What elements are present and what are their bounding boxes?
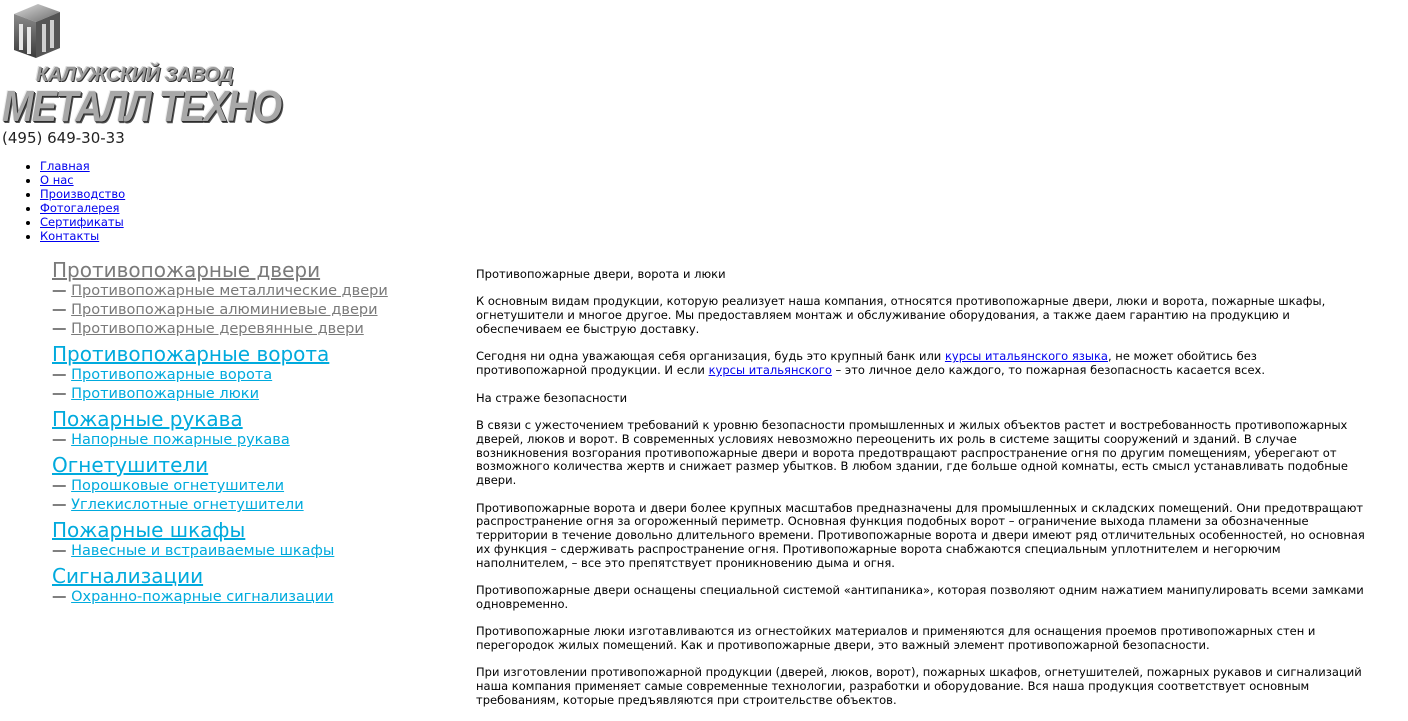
nav-item-gallery (40, 201, 125, 215)
logo-text-line2: МЕТАЛЛ ТЕХНО (2, 82, 281, 131)
subcategory-item: — Противопожарные деревянные двери (52, 321, 364, 337)
nav-item-about (40, 173, 125, 187)
nav-link-home[interactable]: Главная (40, 159, 90, 173)
article-paragraph: Противопожарные двери оснащены специальной системой «антипаника», которая позволяют одним нажатием манипулировать всеми замками одновременно. (476, 583, 1364, 611)
subcategory-hatches-link[interactable]: Противопожарные люки (71, 386, 259, 402)
subcategory-item: — Углекислотные огнетушители (52, 497, 304, 513)
nav-link-certificates[interactable]: Сертификаты (40, 215, 124, 229)
nav-item-certificates (40, 215, 125, 229)
category-alarms[interactable]: Сигнализации (52, 564, 204, 588)
subcategory-item: — Противопожарные ворота (52, 367, 273, 383)
logo-emblem-icon (8, 2, 68, 62)
article-content (476, 268, 1366, 721)
subcategory-item: — Противопожарные металлические двери (52, 283, 388, 299)
subcategory-gates-link[interactable]: Противопожарные ворота (71, 367, 273, 383)
subcategory-powder-extinguishers-link[interactable]: Порошковые огнетушители (71, 478, 285, 494)
subcategory-item: — Навесные и встраиваемые шкафы (52, 543, 335, 559)
nav-link-about[interactable]: О нас (40, 173, 74, 187)
category-fire-doors[interactable]: Противопожарные двери (52, 258, 321, 282)
italian-courses-link[interactable]: курсы итальянского (708, 363, 832, 378)
company-logo[interactable] (2, 2, 281, 132)
subcategory-item: — Порошковые огнетушители (52, 478, 285, 494)
article-subheading: На страже безопасности (476, 390, 628, 405)
main-nav (0, 159, 125, 243)
subcategory-item: — Охранно-пожарные сигнализации (52, 589, 334, 605)
nav-link-production[interactable]: Производство (40, 187, 126, 201)
italian-language-courses-link[interactable]: курсы итальянского языка (944, 349, 1108, 364)
subcategory-item: — Напорные пожарные рукава (52, 432, 290, 448)
subcategory-item: — Противопожарные алюминиевые двери (52, 302, 378, 318)
article-paragraph: В связи с ужесточением требований к уровню безопасности промышленных и жилых объектов растет и востребованность противопожарных дверей, люков и ворот. В современных условиях невозможно переоценить их роль в системе защиты сооружений и зданий. В случае возникновения возгорания противопожарные двери и ворота предотвращают распространение огня по другим помещениям, уберегают от возможного количества жертв и снижает размер убытков. В любом здании, где больше одной комнаты, есть смысл устанавливать подобные двери. (476, 417, 1348, 488)
nav-item-contacts (40, 229, 125, 243)
phone-number: (495) 649-30-33 (2, 129, 125, 147)
article-paragraph: Противопожарные ворота и двери более крупных масштабов предназначены для промышленных и складских помещений. Они предотвращают распространение огня за огороженный периметр. Основная функция подобных ворот – ограничение выхода пламени за обозначенные территории в течение довольно длительного времени. Противопожарные ворота и двери имеют ряд отличительных особенностей, но основная их функция – сдерживать распространение огня. Противопожарные ворота снабжаются специальным уплотнителем и негорючим наполнителем, – все это препятствует проникновению дыма и огня. (476, 500, 1365, 570)
subcategory-metal-doors-link[interactable]: Противопожарные металлические двери (71, 283, 388, 299)
article-paragraph: К основным видам продукции, которую реализует наша компания, относятся противопожарные двери, люки и ворота, пожарные шкафы, огнетушители и многое другое. Мы предоставляем монтаж и обслуживание оборудования, а также даем гарантию на продукцию и обеспечиваем ее быструю доставку. (476, 294, 1326, 336)
category-fire-gates[interactable]: Противопожарные ворота (52, 342, 330, 366)
subcategory-aluminum-doors-link[interactable]: Противопожарные алюминиевые двери (71, 302, 378, 318)
nav-link-gallery[interactable]: Фотогалерея (40, 201, 120, 215)
nav-item-home (40, 159, 125, 173)
nav-link-contacts[interactable]: Контакты (40, 229, 100, 243)
article-heading: Противопожарные двери, ворота и люки (476, 267, 726, 281)
category-fire-cabinets[interactable]: Пожарные шкафы (52, 518, 246, 542)
article-paragraph: Противопожарные люки изготавливаются из огнестойких материалов и применяются для оснащения проемов противопожарных стен и перегородок жилых помещений. Как и противопожарные двери, это важный элемент противопожарной безопасности. (476, 624, 1316, 653)
subcategory-wooden-doors-link[interactable]: Противопожарные деревянные двери (71, 321, 364, 337)
product-catalog (52, 258, 452, 607)
subcategory-pressure-hoses-link[interactable]: Напорные пожарные рукава (71, 432, 290, 448)
subcategory-cabinets-link[interactable]: Навесные и встраиваемые шкафы (71, 543, 335, 559)
subcategory-co2-extinguishers-link[interactable]: Углекислотные огнетушители (71, 497, 304, 513)
subcategory-item: — Противопожарные люки (52, 386, 259, 402)
logo-text-line1: КАЛУЖСКИЙ ЗАВОД (36, 64, 234, 86)
category-extinguishers[interactable]: Огнетушители (52, 453, 209, 477)
category-fire-hoses[interactable]: Пожарные рукава (52, 407, 243, 431)
nav-item-production (40, 187, 125, 201)
article-paragraph: Сегодня ни одна уважающая себя организация, будь это крупный банк или курсы итальянского языка, не может обойтись без противопожарной продукции. И если курсы итальянского – это личное дело каждого, то пожарная безопасность касается всех. (476, 349, 1266, 378)
article-paragraph: При изготовлении противопожарной продукции (дверей, люков, ворот), пожарных шкафов, огнетушителей, пожарных рукавов и сигнализаций наша компания применяет самые современные технологии, разработки и оборудование. Вся наша продукция соответствует основным требованиям, которые предъявляются при строительстве объектов. (476, 665, 1362, 708)
subcategory-security-alarms-link[interactable]: Охранно-пожарные сигнализации (71, 589, 334, 605)
